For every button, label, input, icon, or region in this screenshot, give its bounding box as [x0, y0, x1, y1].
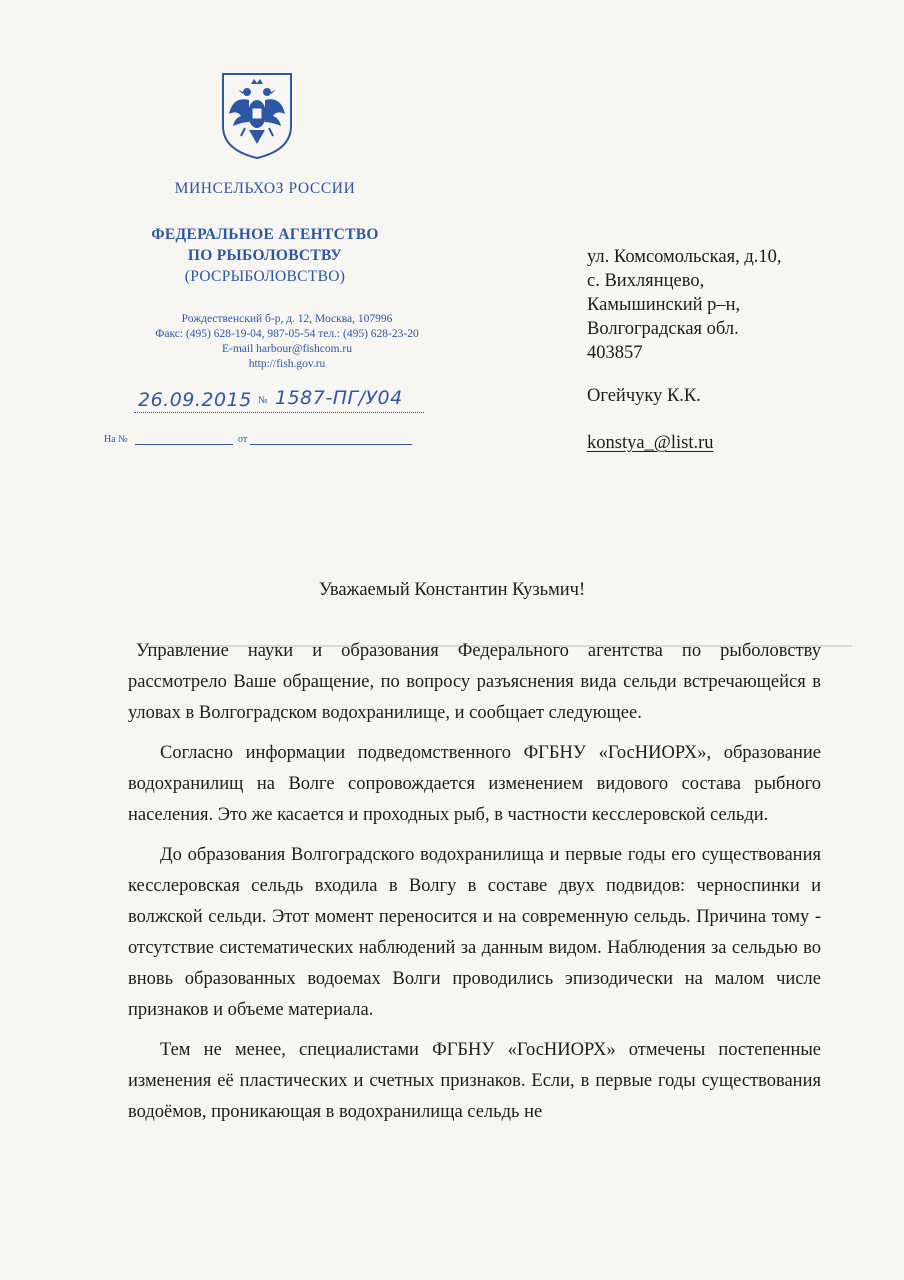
- reference-line: [104, 434, 414, 448]
- letter-body: [128, 636, 821, 1137]
- body-paragraph: Тем не менее, специалистами ФГБНУ «ГосНИОРХ» отмечены постепенные изменения её пластических и счетных признаков. Если, в первые годы существования водоёмов, проникающая в водохранилища сельдь не: [128, 1040, 821, 1122]
- agency-name: [0, 224, 530, 287]
- recipient-address-line: 403857: [587, 343, 643, 363]
- reference-date-blank: [250, 444, 412, 445]
- body-paragraph: До образования Волгоградского водохранилища и первые годы его существования кесслеровская сельдь входила в Волгу в составе двух подвидов: черноспинки и волжской сельди. Этот момент переносится и на современную сельдь. Причина тому - отсутствие систематических наблюдений за данным видом. Наблюдения за сельдью во вновь образованных водоемах Волги проводились эпизодически на малом числе признаков и объеме материала.: [128, 845, 821, 1020]
- agency-email: E-mail harbour@fishcom.ru: [221, 343, 353, 355]
- letterhead-contacts: [0, 312, 574, 372]
- reference-number-label: На №: [104, 434, 128, 445]
- reference-date-label: от: [238, 434, 248, 445]
- agency-website: http://fish.gov.ru: [248, 358, 326, 370]
- body-paragraph: Согласно информации подведомственного ФГБНУ «ГосНИОРХ», образование водохранилищ на Волге сопровождается изменением видового состава рыбного населения. Это же касается и проходных рыб, в частности кесслеровской сельди.: [128, 743, 821, 825]
- recipient-address-line: Камышинский р–н,: [587, 295, 741, 315]
- recipient-address-line: Волгоградская обл.: [587, 319, 739, 339]
- agency-line-1: ФЕДЕРАЛЬНОЕ АГЕНТСТВО: [151, 226, 379, 243]
- registration-underline: [134, 412, 424, 414]
- recipient-address-line: с. Вихлянцево,: [587, 271, 705, 291]
- ministry-name: МИНСЕЛЬХОЗ РОССИИ: [174, 180, 356, 197]
- agency-phones: Факс: (495) 628-19-04, 987-05-54 тел.: (495) 628-23-20: [155, 328, 419, 340]
- registration-line: [134, 389, 434, 413]
- agency-short-name: (РОСРЫБОЛОВСТВО): [184, 268, 346, 285]
- recipient-email-link[interactable]: konstya_@list.ru: [587, 433, 714, 453]
- russian-coat-of-arms-icon: [219, 70, 295, 160]
- reference-number-blank: [135, 444, 233, 445]
- registration-date: 26.09.2015: [138, 389, 252, 411]
- recipient-address-line: ул. Комсомольская, д.10,: [587, 247, 782, 267]
- registration-number-label: №: [258, 395, 269, 406]
- registration-number: 1587-ПГ/У04: [275, 387, 403, 409]
- agency-address: Рождественский б-р, д. 12, Москва, 107996: [181, 313, 393, 325]
- agency-line-2: ПО РЫБОЛОВСТВУ: [187, 247, 343, 264]
- salutation: Уважаемый Константин Кузьмич!: [318, 580, 586, 600]
- recipient-name: Огейчуку К.К.: [587, 386, 701, 406]
- body-paragraph: Управление науки и образования Федерального агентства по рыболовству рассмотрело Ваше обращение, по вопросу разъяснения вида сельди встречающейся в уловах в Волгоградском водохранилище, и сообщает следующее.: [128, 641, 821, 723]
- recipient-address: [587, 245, 887, 365]
